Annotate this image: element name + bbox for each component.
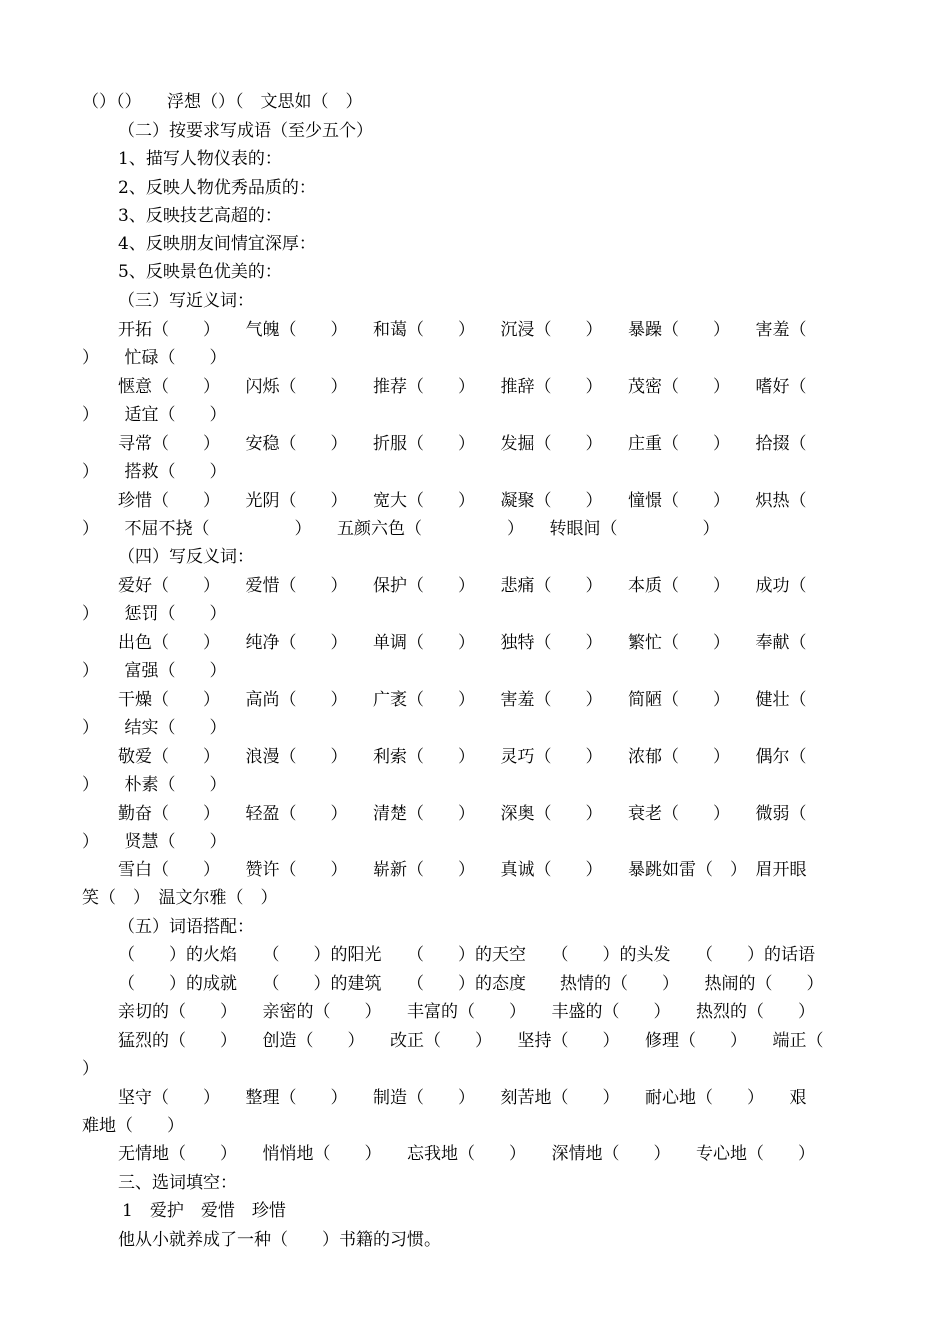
text-line: 1 爱护 爱惜 珍惜 [122, 1201, 286, 1221]
text-line: 寻常（ ） 安稳（ ） 折服（ ） 发掘（ ） 庄重（ ） 拾掇（ [118, 434, 807, 454]
section-heading: （二）按要求写成语（至少五个） [118, 121, 373, 141]
text-line: （ ）的成就 （ ）的建筑 （ ）的态度 热情的（ ） 热闹的（ ） [118, 974, 824, 994]
text-line: 亲切的（ ） 亲密的（ ） 丰富的（ ） 丰盛的（ ） 热烈的（ ） [118, 1002, 815, 1022]
text-line: 出色（ ） 纯净（ ） 单调（ ） 独特（ ） 繁忙（ ） 奉献（ [118, 633, 807, 653]
text-line: 他从小就养成了一种（ ）书籍的习惯。 [118, 1230, 441, 1250]
text-line: ） 结实（ ） [82, 718, 227, 738]
text-line: 坚守（ ） 整理（ ） 制造（ ） 刻苦地（ ） 耐心地（ ） 艰 [118, 1088, 807, 1108]
text-line: ） 富强（ ） [82, 661, 227, 681]
text-line: 勤奋（ ） 轻盈（ ） 清楚（ ） 深奥（ ） 衰老（ ） 微弱（ [118, 804, 807, 824]
text-line: （）（） 浮想（）（ 文思如（ ） [82, 92, 363, 112]
text-line: （ ）的火焰 （ ）的阳光 （ ）的天空 （ ）的头发 （ ）的话语 [118, 945, 815, 965]
text-line: ） 搭救（ ） [82, 462, 227, 482]
section-heading: （四）写反义词： [118, 547, 254, 567]
text-line: 无情地（ ） 悄悄地（ ） 忘我地（ ） 深情地（ ） 专心地（ ） [118, 1144, 815, 1164]
text-line: 猛烈的（ ） 创造（ ） 改正（ ） 坚持（ ） 修理（ ） 端正（ [118, 1031, 824, 1051]
text-line: ） [82, 1059, 99, 1079]
text-line: 笑（ ） 温文尔雅（ ） [82, 888, 278, 908]
text-line: 2、反映人物优秀品质的： [118, 178, 316, 198]
text-line: 干燥（ ） 高尚（ ） 广袤（ ） 害羞（ ） 简陋（ ） 健壮（ [118, 690, 807, 710]
text-line: 5、反映景色优美的： [118, 262, 282, 282]
text-line: 难地（ ） [82, 1116, 184, 1136]
text-line: 珍惜（ ） 光阴（ ） 宽大（ ） 凝聚（ ） 憧憬（ ） 炽热（ [118, 491, 807, 511]
text-line: 敬爱（ ） 浪漫（ ） 利索（ ） 灵巧（ ） 浓郁（ ） 偶尔（ [118, 747, 807, 767]
text-line: 雪白（ ） 赞许（ ） 崭新（ ） 真诚（ ） 暴跳如雷（ ） 眉开眼 [118, 860, 807, 880]
text-line: 1、描写人物仪表的： [118, 149, 282, 169]
section-heading: （三）写近义词： [118, 291, 254, 311]
text-line: ） 朴素（ ） [82, 775, 227, 795]
text-line: 4、反映朋友间情宜深厚： [118, 234, 316, 254]
text-line: ） 贤慧（ ） [82, 832, 227, 852]
text-line: 开拓（ ） 气魄（ ） 和蔼（ ） 沉浸（ ） 暴躁（ ） 害羞（ [118, 320, 807, 340]
text-line: ） 忙碌（ ） [82, 348, 227, 368]
section-heading: 三、选词填空： [118, 1173, 237, 1193]
text-line: 3、反映技艺高超的： [118, 206, 282, 226]
text-line: 爱好（ ） 爱惜（ ） 保护（ ） 悲痛（ ） 本质（ ） 成功（ [118, 576, 807, 596]
section-heading: （五）词语搭配： [118, 917, 254, 937]
text-line: ） 适宜（ ） [82, 405, 227, 425]
text-line: 惬意（ ） 闪烁（ ） 推荐（ ） 推辞（ ） 茂密（ ） 嗜好（ [118, 377, 807, 397]
text-line: ） 不屈不挠（ ） 五颜六色（ ） 转眼间（ ） [82, 519, 720, 539]
text-line: ） 惩罚（ ） [82, 604, 227, 624]
